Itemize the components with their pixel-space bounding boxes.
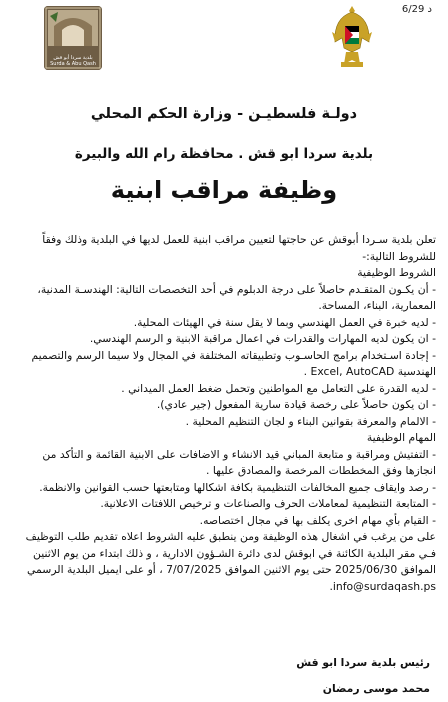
logo-text-ar: بلدية سردا أبو قش — [53, 55, 93, 61]
logo-caption — [44, 55, 102, 67]
duty-item: - رصد وايقاف جميع المخالفات التنظيمية بكافة اشكالها ومتابعتها حسب القوانين والانظمة. — [39, 480, 436, 494]
intro-paragraph: تعلن بلدية سـردا أبوقش عن حاجتها لتعيين مراقب ابنية للعمل لديها في البلدية وذلك وفقاً للشروط التالية:- — [42, 233, 436, 263]
municipality-title: بلدية سردا ابو قش . محافظة رام الله والبيرة — [74, 146, 374, 162]
requirement-item: - إجادة اسـتخدام برامج الحاسـوب وتطبيقاته المختلفة في المجال ولا سيما الرسم والتصميم الهندسية Excel, AutoCAD . — [31, 348, 436, 378]
job-headline: وظيفة مراقب ابنية — [110, 176, 338, 204]
section-heading-requirements: الشروط الوظيفية — [357, 266, 436, 279]
section-heading-duties: المهام الوظيفية — [366, 431, 436, 444]
state-ministry-title: دولـة فلسطيـن - وزارة الحكم المحلي — [90, 106, 358, 122]
requirement-item: - لديه خبرة في العمل الهندسي وبما لا يقل سنة في الهيئات المحلية. — [133, 315, 436, 329]
requirement-item: - ان يكون لديه المهارات والقدرات في اعمال مراقبة الابنية و الرسم الهندسي. — [89, 332, 436, 345]
signature-block — [296, 650, 430, 702]
palestine-eagle-emblem-icon — [332, 2, 372, 70]
requirement-item: - ان يكون حاصلاً على رخصة قيادة سارية المفعول (جير عادي). — [156, 398, 436, 411]
duty-item: - التفتيش ومراقبة و متابعة المباني قيد الانشاء و الاضافات على الابنية القائمة و التأكد من انجازها وفق المخططات المرخصة والمصادق عليها . — [42, 447, 436, 477]
announcement-body — [14, 232, 436, 595]
signature-name: محمد موسى رمضان — [322, 682, 430, 695]
requirement-item: - أن يكـون المتقـدم حاصلاً على درجة الدبلوم في أحد التخصصات التالية: الهندسـة المدنية، المعمارية، البناء، المساحة. — [37, 282, 436, 312]
requirement-item: - الالمام والمعرفة بقوانين البناء و لجان التنظيم المحلية . — [185, 414, 436, 428]
application-instructions: على من يرغب في اشغال هذه الوظيفة ومن ينطبق عليه الشروط اعلاه تقديم طلب التوظيف فـي مقر البلدية الكائنة في ابوقش لدى دائرة الشـؤون الادارية ، و ذلك ابتداء من يوم الاثنين الموافق 2025/06/30 حتى يوم الاثنين الموافق 7/07/2025 ، أو على ايميل البلدية الرسمي info@surdaqash.ps. — [25, 530, 436, 593]
duty-item: - القيام بأي مهام اخرى يكلف بها في مجال اختصاصه. — [199, 513, 436, 527]
signature-title: رئيس بلدية سردا ابو قش — [296, 656, 430, 669]
municipality-logo — [44, 6, 102, 70]
page-number: 6/29 د — [401, 4, 432, 15]
duty-item: - المتابعة التنظيمية لمعاملات الحرف والصناعات و ترخيص اللافتات الاعلانية. — [100, 497, 436, 510]
logo-text-en: Surda & Abu Qash — [50, 61, 96, 67]
requirement-item: - لديه القدرة على التعامل مع المواطنين وتحمل ضغط العمل الميداني . — [121, 381, 436, 395]
